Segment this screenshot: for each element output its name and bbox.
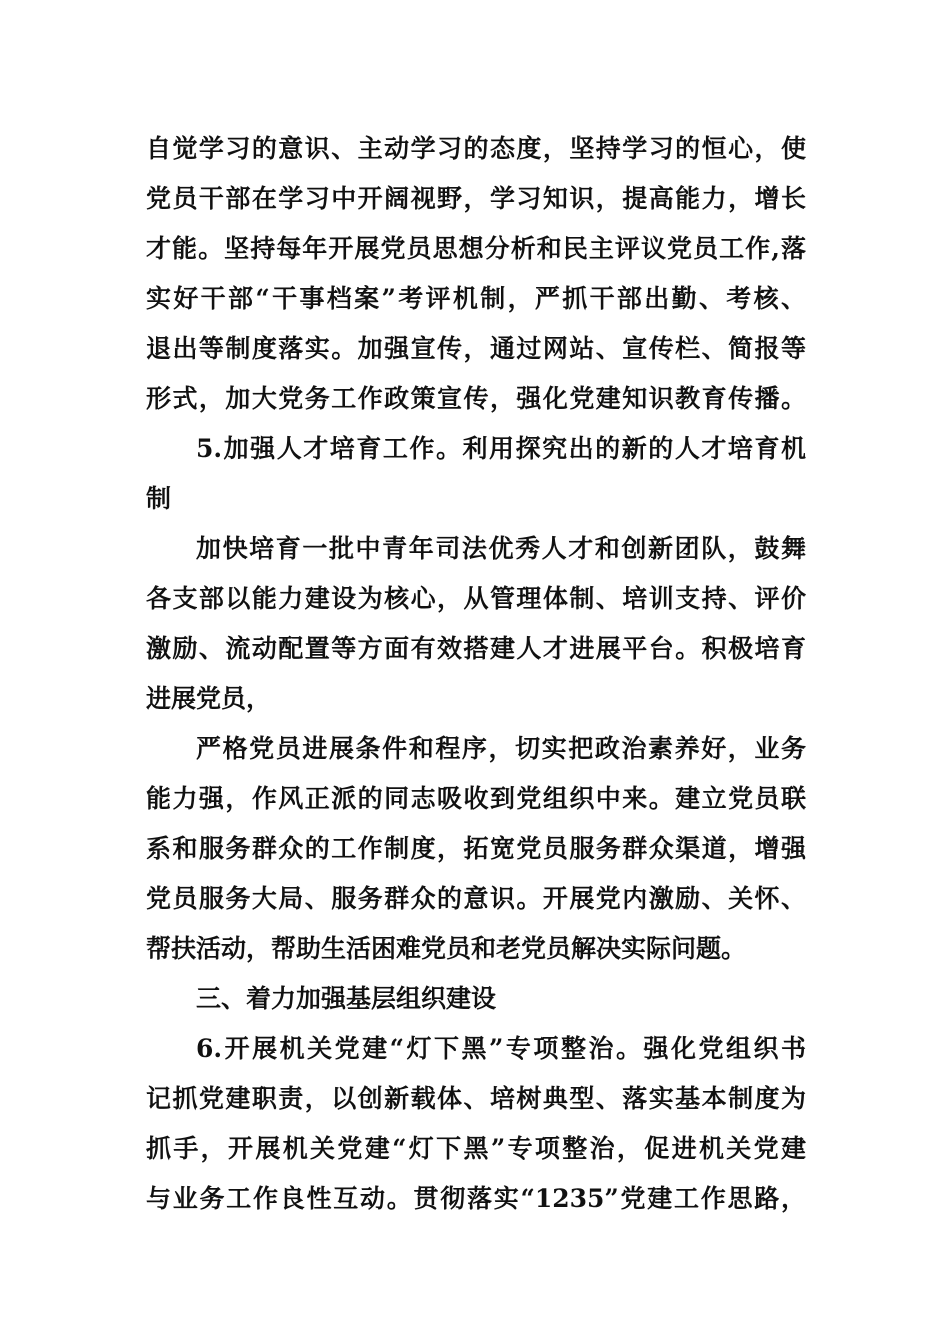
text-line: 激励、流动配置等方面有效搭建人才进展平台。积极培育 <box>146 634 806 663</box>
text-line: 制 <box>146 484 172 513</box>
section-heading-5: 5.加强人才培育工作。利用探究出的新的人才培育机 <box>196 434 806 463</box>
section-heading-6: 6.开展机关党建“灯下黑”专项整治。强化党组织书 <box>196 1034 806 1063</box>
paragraph-start: 严格党员进展条件和程序，切实把政治素养好，业务 <box>196 734 806 763</box>
text-line: 实好干部“干事档案”考评机制，严抓干部出勤、考核、 <box>146 284 806 313</box>
text-line: 抓手，开展机关党建“灯下黑”专项整治，促进机关党建 <box>146 1134 806 1163</box>
text-line: 退出等制度落实。加强宣传，通过网站、宣传栏、简报等 <box>146 334 806 363</box>
paragraph-start: 加快培育一批中青年司法优秀人才和创新团队，鼓舞 <box>196 534 806 563</box>
text-line: 形式，加大党务工作政策宣传，强化党建知识教育传播。 <box>146 384 806 413</box>
text-line: 自觉学习的意识、主动学习的态度，坚持学习的恒心，使 <box>146 134 806 163</box>
text-line: 党员服务大局、服务群众的意识。开展党内激励、关怀、 <box>146 884 806 913</box>
text-line: 各支部以能力建设为核心，从管理体制、培训支持、评价 <box>146 584 806 613</box>
text-line: 能力强，作风正派的同志吸收到党组织中来。建立党员联 <box>146 784 806 813</box>
text-line: 进展党员， <box>146 684 272 713</box>
text-line: 记抓党建职责，以创新载体、培树典型、落实基本制度为 <box>146 1084 806 1113</box>
text-line: 与业务工作良性互动。贯彻落实“1235”党建工作思路， <box>146 1184 806 1213</box>
text-line: 帮扶活动，帮助生活困难党员和老党员解决实际问题。 <box>146 934 747 963</box>
text-line: 党员干部在学习中开阔视野，学习知识，提高能力，增长 <box>146 184 806 213</box>
section-heading-3: 三、着力加强基层组织建设 <box>196 984 497 1013</box>
text-line: 才能。坚持每年开展党员思想分析和民主评议党员工作,落 <box>146 234 806 263</box>
text-line: 系和服务群众的工作制度，拓宽党员服务群众渠道，增强 <box>146 834 806 863</box>
